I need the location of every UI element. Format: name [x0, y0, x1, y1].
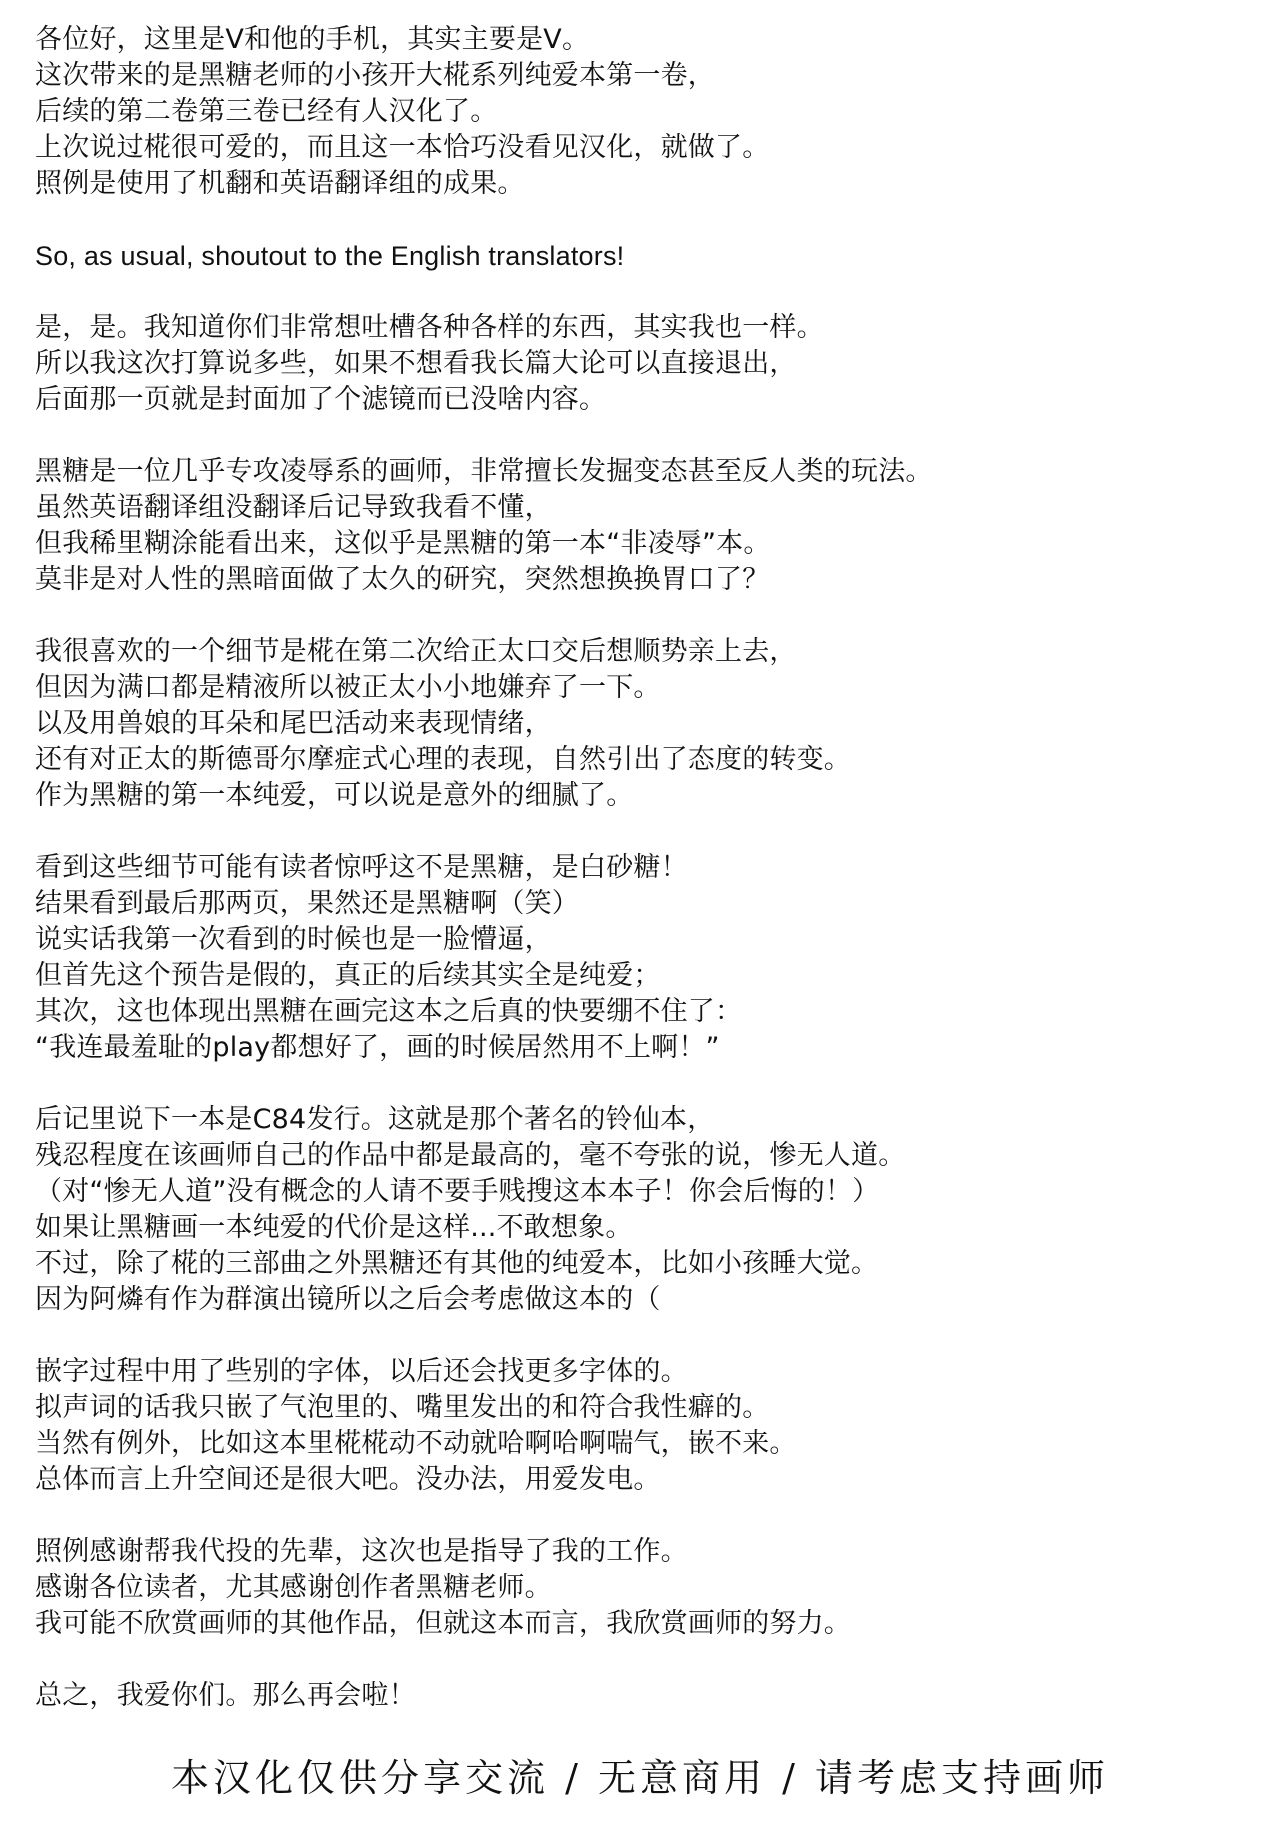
paragraph-explanation [35, 310, 1255, 418]
text-line: 还有对正太的斯德哥尔摩症式心理的表现，自然引出了态度的转变。 [35, 744, 851, 775]
text-line: 结果看到最后那两页，果然还是黑糖啊（笑） [35, 888, 579, 919]
text-line: 但我稀里糊涂能看出来，这似乎是黑糖的第一本“非凌辱”本。 [35, 528, 771, 559]
text-line: 后续的第二卷第三卷已经有人汉化了。 [35, 96, 498, 127]
paragraph-ending [35, 850, 1255, 1066]
text-line: 我可能不欣赏画师的其他作品，但就这本而言，我欣赏画师的努力。 [35, 1608, 851, 1639]
paragraph-details [35, 634, 1255, 814]
text-line: 但因为满口都是精液所以被正太小小地嫌弃了一下。 [35, 672, 661, 703]
text-line: 后面那一页就是封面加了个滤镜而已没啥内容。 [35, 384, 607, 415]
paragraph-artist [35, 454, 1255, 598]
paragraph-next-book [35, 1102, 1255, 1318]
text-line: 如果让黑糖画一本纯爱的代价是这样...不敢想象。 [35, 1212, 633, 1243]
text-line: 所以我这次打算说多些，如果不想看我长篇大论可以直接退出， [35, 348, 797, 379]
text-line: 后记里说下一本是C84发行。这就是那个著名的铃仙本， [35, 1104, 715, 1135]
text-line: 照例感谢帮我代投的先辈，这次也是指导了我的工作。 [35, 1536, 688, 1567]
text-line: So, as usual, shoutout to the English translators! [35, 241, 625, 271]
text-line: 感谢各位读者，尤其感谢创作者黑糖老师。 [35, 1572, 552, 1603]
text-line: （对“惨无人道”没有概念的人请不要手贱搜这本本子！你会后悔的！） [35, 1176, 880, 1207]
paragraph-intro [35, 22, 1255, 202]
paragraph-closing [35, 1678, 1255, 1714]
paragraph-shoutout [35, 238, 1255, 274]
text-line: “我连最羞耻的play都想好了，画的时候居然用不上啊！” [35, 1032, 720, 1063]
text-line: 莫非是对人性的黑暗面做了太久的研究，突然想换换胃口了？ [35, 564, 770, 595]
text-line: 嵌字过程中用了些别的字体，以后还会找更多字体的。 [35, 1356, 688, 1387]
text-line: 黑糖是一位几乎专攻凌辱系的画师，非常擅长发掘变态甚至反人类的玩法。 [35, 456, 933, 487]
text-line: 我很喜欢的一个细节是椛在第二次给正太口交后想顺势亲上去， [35, 636, 797, 667]
paragraph-thanks [35, 1534, 1255, 1642]
text-line: 残忍程度在该画师自己的作品中都是最高的，毫不夸张的说，惨无人道。 [35, 1140, 906, 1171]
text-line: 因为阿燐有作为群演出镜所以之后会考虑做这本的（ [35, 1284, 661, 1315]
disclaimer-footer: 本汉化仅供分享交流 / 无意商用 / 请考虑支持画师 [171, 1756, 1109, 1800]
text-line: 不过，除了椛的三部曲之外黑糖还有其他的纯爱本，比如小孩睡大觉。 [35, 1248, 879, 1279]
text-line: 说实话我第一次看到的时候也是一脸懵逼， [35, 924, 552, 955]
document-body [35, 22, 1255, 1750]
text-line: 当然有例外，比如这本里椛椛动不动就哈啊哈啊喘气，嵌不来。 [35, 1428, 797, 1459]
text-line: 其次，这也体现出黑糖在画完这本之后真的快要绷不住了： [35, 996, 743, 1027]
paragraph-typesetting [35, 1354, 1255, 1498]
text-line: 上次说过椛很可爱的，而且这一本恰巧没看见汉化，就做了。 [35, 132, 770, 163]
text-line: 各位好，这里是V和他的手机，其实主要是V。 [35, 24, 590, 55]
text-line: 看到这些细节可能有读者惊呼这不是黑糖，是白砂糖！ [35, 852, 688, 883]
text-line: 以及用兽娘的耳朵和尾巴活动来表现情绪， [35, 708, 552, 739]
text-line: 是，是。我知道你们非常想吐槽各种各样的东西，其实我也一样。 [35, 312, 824, 343]
text-line: 但首先这个预告是假的，真正的后续其实全是纯爱； [35, 960, 661, 991]
text-line: 照例是使用了机翻和英语翻译组的成果。 [35, 168, 525, 199]
text-line: 作为黑糖的第一本纯爱，可以说是意外的细腻了。 [35, 780, 634, 811]
text-line: 拟声词的话我只嵌了气泡里的、嘴里发出的和符合我性癖的。 [35, 1392, 770, 1423]
text-line: 总体而言上升空间还是很大吧。没办法，用爱发电。 [35, 1464, 661, 1495]
text-line: 总之，我爱你们。那么再会啦！ [35, 1680, 416, 1711]
text-line: 这次带来的是黑糖老师的小孩开大椛系列纯爱本第一卷， [35, 60, 715, 91]
text-line: 虽然英语翻译组没翻译后记导致我看不懂， [35, 492, 552, 523]
